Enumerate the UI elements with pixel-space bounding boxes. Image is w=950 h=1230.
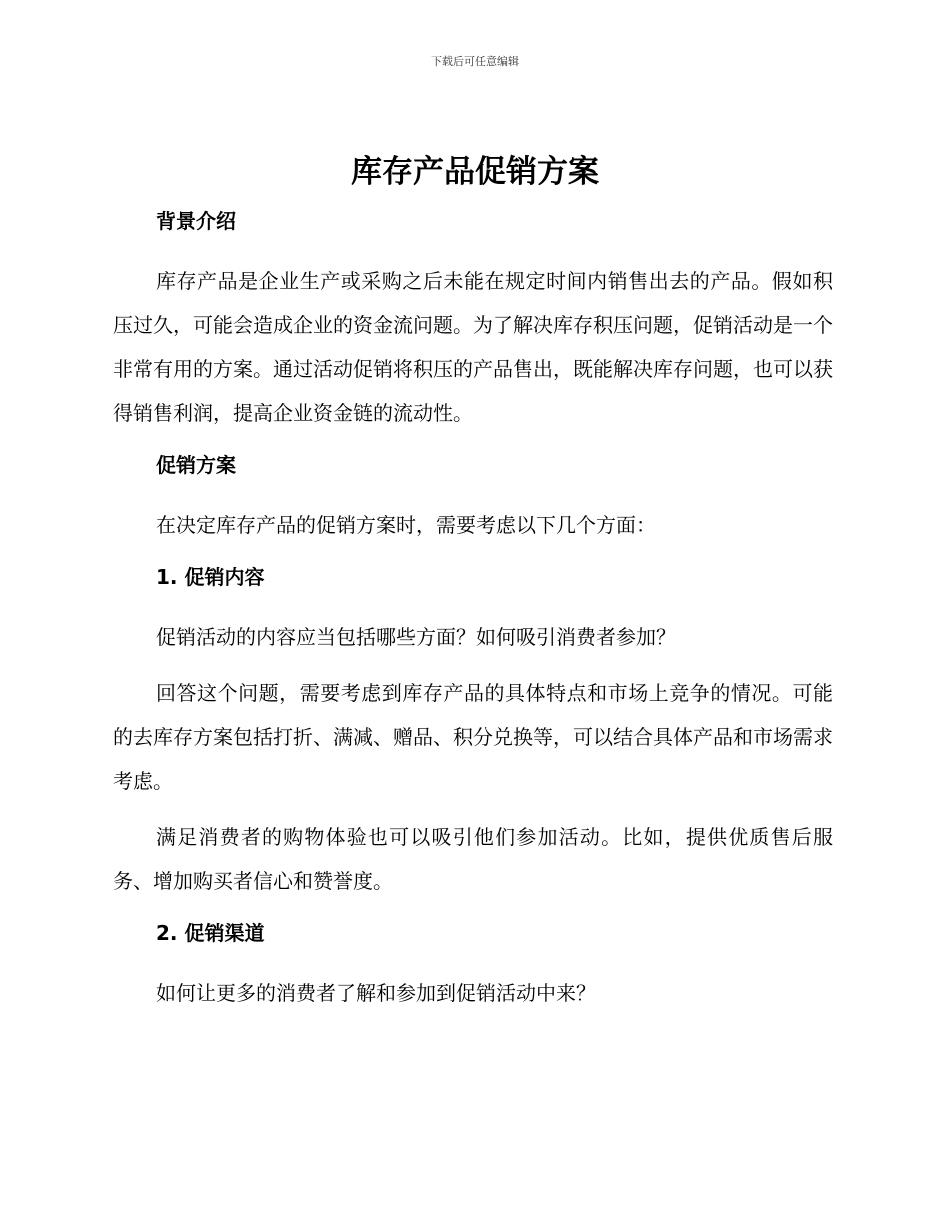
document-title: 库存产品促销方案: [351, 154, 599, 190]
section-heading-background: 背景介绍: [156, 209, 236, 233]
paragraph-channel-question: 如何让更多的消费者了解和参加到促销活动中来？: [156, 981, 596, 1005]
section-heading-content: 1. 促销内容: [156, 565, 265, 589]
document-body: [113, 203, 833, 1027]
page-header-note: 下载后可任意编辑: [431, 55, 519, 68]
section-heading-channel: 2. 促销渠道: [156, 921, 265, 945]
paragraph-content-answer-2: 满足消费者的购物体验也可以吸引他们参加活动。比如，提供优质售后服务、增加购买者信心和赞誉度。: [113, 825, 833, 893]
paragraph-plan-intro: 在决定库存产品的促销方案时，需要考虑以下几个方面：: [156, 513, 656, 537]
paragraph-content-question: 促销活动的内容应当包括哪些方面？如何吸引消费者参加？: [156, 625, 676, 649]
section-heading-plan: 促销方案: [156, 453, 236, 477]
paragraph-content-answer-1: 回答这个问题，需要考虑到库存产品的具体特点和市场上竞争的情况。可能的去库存方案包括打折、满减、赠品、积分兑换等，可以结合具体产品和市场需求考虑。: [113, 681, 833, 793]
paragraph-background: 库存产品是企业生产或采购之后未能在规定时间内销售出去的产品。假如积压过久，可能会造成企业的资金流问题。为了解决库存积压问题，促销活动是一个非常有用的方案。通过活动促销将积压的产品售出，既能解决库存问题，也可以获得销售利润，提高企业资金链的流动性。: [113, 269, 833, 425]
